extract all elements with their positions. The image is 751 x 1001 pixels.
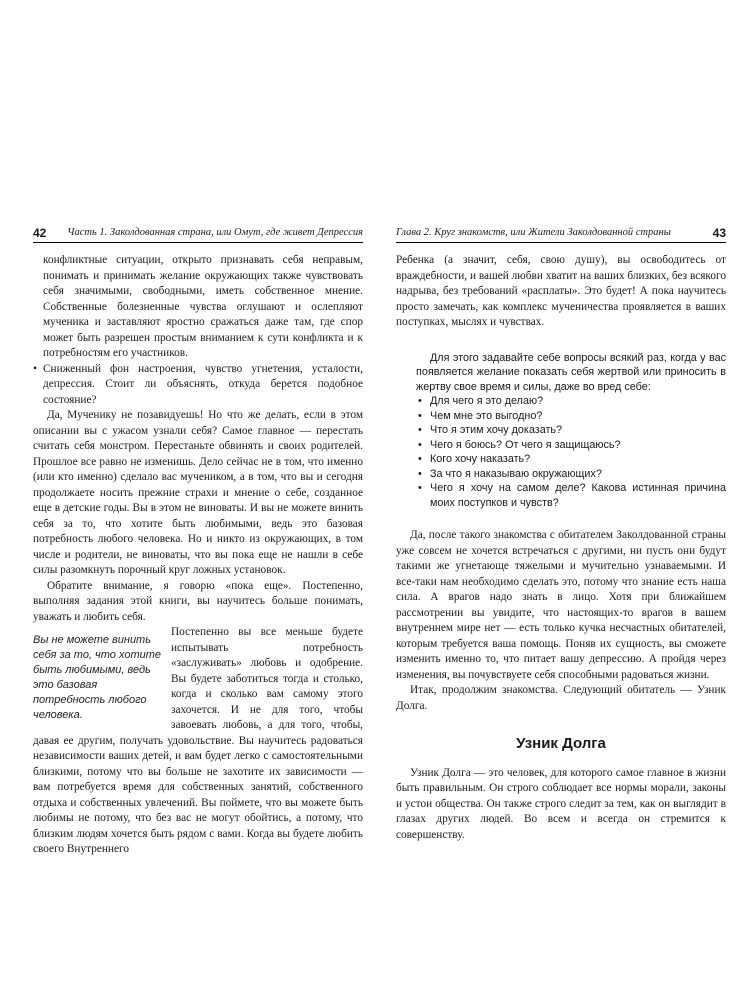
exercise-intro: Для этого задавайте себе вопросы всякий раз, когда у вас появляется желание показать себя жертвой или приносить в жертву свое время и силы, даже во вред себе: [416, 351, 726, 393]
page-body [396, 253, 726, 843]
section-title: Узник Долга [516, 735, 606, 752]
right-page [396, 226, 726, 843]
running-head-title: Глава 2. Круг знакомств, или Жители Заколдованной страны [396, 227, 671, 238]
paragraph: Да, после такого знакомства с обитателем Заколдованной страны уже совсем не хочется встречаться с другими, ни пусть они будут такими же угнетающе тяжелыми и мучительно узнаваемыми. И все-таки нам необходимо сделать это, потому что знание есть наша сила. А врагов надо знать в лицо. Хотя при ближайшем рассмотрении вы увидите, что настоящих-то врагов в вашем внутреннем мире нет — есть только кучка несчастных обитателей, которым требуется ваша помощь. Поняв их сущность, вы сможете изменить именно то, что питает вашу депрессию. А пройдя через изменения, вы почувствуете себя способными радоваться жизни. [396, 529, 726, 681]
bullet-item: • Сниженный фон настроения, чувство угнетения, усталости, депрессия. Стоит ли объяснять, откуда берется подобное состояние? [33, 362, 363, 409]
running-head-title: Часть 1. Заколдованная страна, или Омут, где живет Депрессия [67, 227, 363, 238]
question-item: • Чего я боюсь? От чего я защищаюсь? [416, 438, 726, 453]
paragraph: Да, Мученику не позавидуешь! Но что же делать, если в этом описании вы с ужасом узнали себя? Самое главное — перестать считать себя монстром. Перестаньте обвинять и своих родителей. Прошлое все равно не изменишь. Дело сейчас не в том, что именно (или кто именно) сделало вас мучеником, а в том, что вы и сегодня продолжаете носить прежние страхи и мнение о себе, созданное еще в детские годы. Вы в этом не виноваты. И вы не можете винить себя за то, что хотите быть любимыми, ведь это базовая потребность любого человека. Но и никто из окружающих, в том числе и родители, не виноваты, что вы пока еще не нашли в себе силы разомкнуть порочный круг ложных установок. [33, 409, 363, 576]
question-item: • Что я этим хочу доказать? [416, 423, 726, 438]
question-item: • За что я наказываю окружающих? [416, 467, 726, 482]
question-item: • Кого хочу наказать? [416, 452, 726, 467]
page-number: 43 [712, 226, 726, 240]
question-list [416, 394, 726, 510]
left-page [33, 226, 363, 858]
question-item: • Чем мне это выгодно? [416, 409, 726, 424]
question-item: • Для чего я это делаю? [416, 394, 726, 409]
question-item: • Чего я хочу на самом деле? Какова истинная причина моих поступков и чувств? [416, 481, 726, 510]
paragraph: Ребенка (а значит, себя, свою душу), вы освободитесь от враждебности, и вашей любви хватит на ваших близких, без всякого надрыва, без требований «расплаты». Это будет! А пока научитесь просто замечать, как комплекс мученичества проявляется в ваших поступках, мыслях и чувствах. [396, 254, 726, 328]
running-head [396, 226, 726, 243]
pull-quote: Вы не можете винить себя за то, что хотите быть любимыми, ведь это базовая потребность любого человека. [33, 634, 162, 721]
paragraph: Обратите внимание, я говорю «пока еще». Постепенно, выполняя задания этой книги, вы научитесь больше понимать, уважать и любить себя. [33, 579, 363, 623]
bullet-list [33, 362, 363, 409]
bullet-continuation: конфликтные ситуации, открыто признавать себя неправым, понимать и принимать желание окружающих также чувствовать себя значимыми, свободными, иметь собственное мнение. Собственные болезненные чувства оглушают и ослепляют мученика и заставляют яростно сражаться даже там, где спор может быть разрешен простым вниманием к сути конфликта и к потребностям его участников. [43, 254, 363, 359]
page-number: 42 [33, 226, 47, 240]
paragraph: Постепенно вы все меньше будете испытывать потребность «заслуживать» любовь и одобрение. Вы будете заботиться тогда и столько, когда и сколько вам самому этого захочется. И не для того, чтобы завоевать любовь, а для того, чтобы, давая ее другим, получать удовольствие. Вы научитесь радоваться независимости ваших детей, и вам будет легко с самостоятельными близкими, потому что вы больше не захотите их зависимости — вам потребуется время для собственных занятий, собственного отдыха и собственных увлечений. Вы поймете, что вы можете быть любимы не потому, что без вас не могут обойтись, а потому, что близким людям хочется быть рядом с вами. Когда вы будете любить своего Внутреннего [33, 626, 363, 855]
paragraph: Итак, продолжим знакомства. Следующий обитатель — Узник Долга. [396, 684, 726, 712]
running-head [33, 226, 363, 243]
page-body [33, 253, 363, 858]
paragraph: Узник Долга — это человек, для которого самое главное в жизни быть правильным. Он строго соблюдает все нормы морали, законы и устои общества. Он также строго следит за тем, как он выглядит в глазах других людей. Во всем и всегда он стремится к совершенству. [396, 766, 726, 841]
exercise-box [416, 351, 726, 511]
